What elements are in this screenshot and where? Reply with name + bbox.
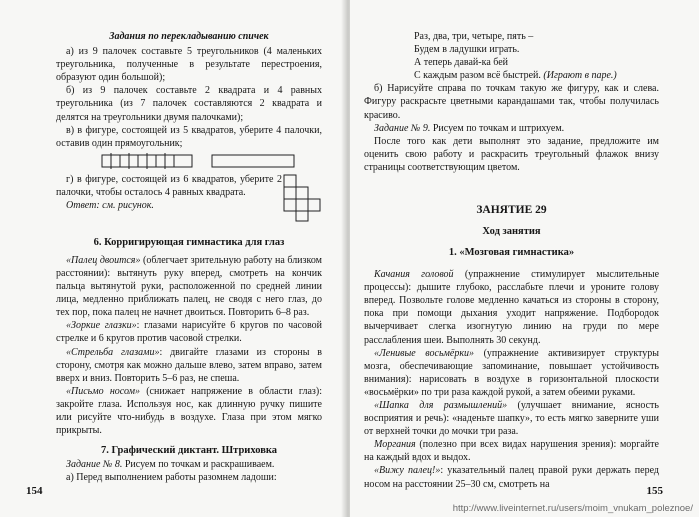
exercise-kachania <box>364 268 659 347</box>
text-vosmerki: (упражнение активизирует структуры мозга, обеспечивающие запоминание, повышает устойчивость внимания): нарисовать в воздухе в горизонтальной плоскости «восьмёрки» по три раза каждой рукой, а затем обеими руками. <box>364 347 660 398</box>
term-vosmerki: «Ленивые восьмёрки» <box>374 347 475 359</box>
poem-line-3: А теперь давай-ка бей <box>414 57 509 69</box>
eye-gymnastics-heading: 6. Корригирующая гимнастика для глаз <box>93 236 285 248</box>
term-palets: «Палец двоится» <box>66 254 141 266</box>
task-g-block <box>56 173 322 223</box>
answer-note: Ответ: см. рисунок. <box>66 200 154 212</box>
text-zorkie: : глазами нарисуйте 6 кругов по часовой стрелке и 6 кругов против часовой стрелки. <box>56 320 322 345</box>
term-vizhu: «Вижу палец!» <box>374 465 441 477</box>
text-vizhu: : указательный палец правой руки держать перед носом на расстоянии 25–30 см, смотреть на <box>364 465 659 490</box>
poem-line-1: Раз, два, три, четыре, пять – <box>414 31 534 42</box>
page-number-right: 155 <box>646 485 663 497</box>
poem-line-4 <box>364 69 659 82</box>
exercise-shapka <box>364 399 659 438</box>
matches-figure-row <box>100 153 322 169</box>
six-squares-figure <box>282 173 322 223</box>
text-morgania: (полезно при всех видах нарушения зрения): моргайте на каждый вдох и выдох. <box>364 439 659 464</box>
exercise-strelba <box>56 346 322 385</box>
task-8-label: Задание № 8. <box>66 459 123 471</box>
five-squares-figure <box>100 153 196 169</box>
task-8-a: а) Перед выполнением работы разомнем ладоши: <box>66 472 277 484</box>
term-strelba: «Стрельба глазами» <box>66 346 160 358</box>
task-8-text: Рисуем по точкам и раскрашиваем. <box>122 459 275 471</box>
matches-section-title: Задания по перекладыванию спичек <box>109 31 269 42</box>
task-v: в) в фигуре, состоящей из 5 квадратов, уберите 4 палочки, оставив один прямоугольник; <box>56 124 322 149</box>
term-morgania: Моргания <box>374 439 416 451</box>
text-kachania: (упражнение стимулирует мыслительные процессы): дышите глубоко, расслабьте плечи и уроните голову вперед. Позвольте голове медленно качаться из стороны в сторону, пока при помощи дыхания уходит напряжение. Подбородок вычерчивает слегка изогнутую линию на груди по мере расслабления шеи. Выполнять 30 секунд. <box>364 269 660 346</box>
brain-gym-heading: 1. «Мозговая гимнастика» <box>448 247 575 259</box>
task-8 <box>56 458 322 471</box>
text-pismo: (снижает напряжение в области глаз): закройте глаза. Используя нос, как длинную ручку пишите или рисуйте что-нибудь в воздухе. Глаза при этом мягко прикрыты. <box>56 385 322 437</box>
clapping-poem <box>364 30 659 82</box>
task-a: а) из 9 палочек составьте 5 треугольников (4 маленьких треугольника, полученные в результате перестроения, образуют один большой); <box>56 46 322 84</box>
poem-note: (Играют в паре.) <box>543 70 617 82</box>
lesson-title: ЗАНЯТИЕ 29 <box>476 204 547 217</box>
poem-line-2: Будем в ладушки играть. <box>414 44 520 56</box>
exercise-palets <box>56 254 322 319</box>
poem-line-4-text: С каждым разом всё быстрей. <box>414 70 541 82</box>
exercise-morgania <box>364 438 659 464</box>
task-b-right: б) Нарисуйте справа по точкам такую же фигуру, как и слева. Фигуру раскрасьте цветными карандашами так, чтобы получилась красиво. <box>364 83 659 121</box>
term-kachania: Качания головой <box>374 269 454 281</box>
page-number-left: 154 <box>26 485 43 497</box>
text-shapka: (улучшает внимание, ясность восприятия и речь): «наденьте шапку», то есть мягко заверните уши от верхней точки до мочки три раза. <box>364 399 659 438</box>
exercise-vosmerki <box>364 347 659 399</box>
text-strelba: : двигайте глазами из стороны в сторону, смотря как можно дальше влево, затем вправо, затем вверх и вниз. Повторить 5–6 раз, не спеша. <box>56 346 322 384</box>
exercise-pismo <box>56 385 322 437</box>
term-pismo: «Письмо носом» <box>66 385 140 397</box>
left-page <box>0 0 346 517</box>
term-shapka: «Шапка для размышлений» <box>374 399 508 411</box>
task-9-text: Рисуем по точкам и штрихуем. <box>430 122 565 134</box>
task-g: г) в фигуре, состоящей из 6 квадратов, уберите 2 палочки, чтобы осталось 4 равных квадрата. <box>56 173 282 198</box>
after-task-text: После того как дети выполнят это задание, предложите им оценить свою работу и раскрасить треугольный флажок внизу страницы соответствующим цветом. <box>364 135 659 173</box>
task-9-label: Задание № 9. <box>374 122 431 134</box>
source-watermark: http://www.liveinternet.ru/users/moim_vnukam_poleznoe/ <box>452 503 693 514</box>
task-b: б) из 9 палочек составьте 2 квадрата и 4 равных треугольника (из 7 палочек составляются 2 квадрата и делятся на треугольники двумя палочками); <box>56 85 322 123</box>
rectangle-answer-figure <box>210 153 296 169</box>
text-palets: (облегчает зрительную работу на близком расстоянии): вытянуть руку вперед, смотреть на кончик пальца вытянутой руки, расположенной по средней линии лица, медленно приближать палец, не сводя с него глаз, до тех пор, пока палец не начнет двоиться. Повторить 6–8 раз. <box>56 254 322 319</box>
term-zorkie: «Зоркие глазки» <box>66 320 137 332</box>
course-title: Ход занятия <box>482 226 541 238</box>
graphic-dictation-heading: 7. Графический диктант. Штриховка <box>100 445 278 457</box>
exercise-zorkie <box>56 319 322 345</box>
right-page <box>350 0 699 517</box>
exercise-vizhu <box>364 464 659 490</box>
task-9 <box>364 122 659 135</box>
